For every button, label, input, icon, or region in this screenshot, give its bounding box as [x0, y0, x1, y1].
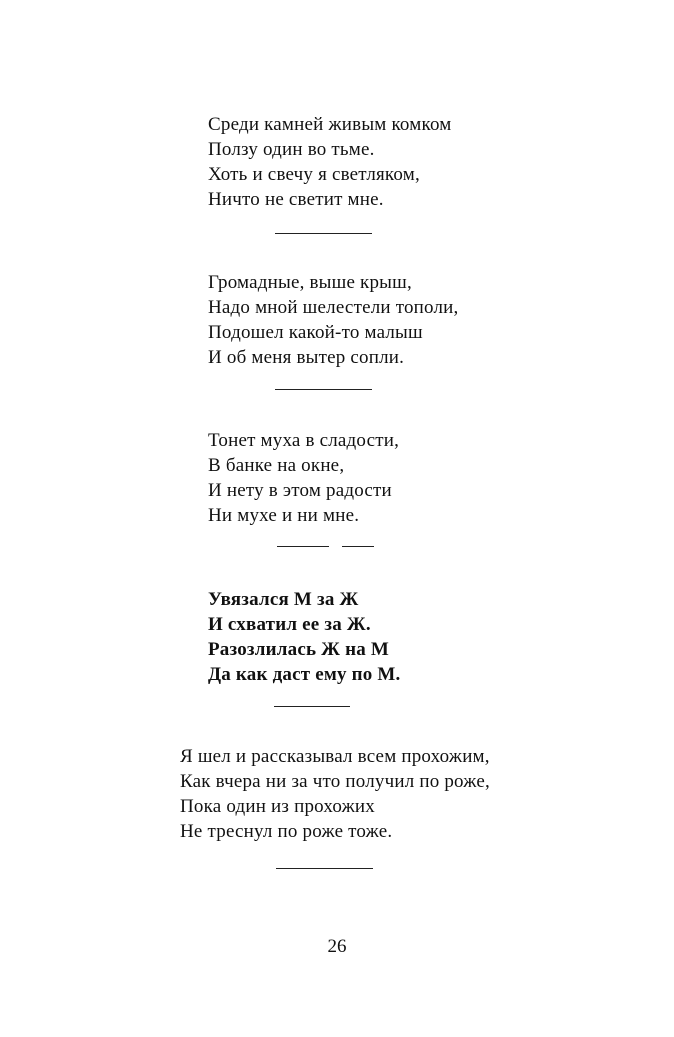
stanza-1 — [208, 112, 452, 212]
poem-line: Тонет муха в сладости, — [208, 430, 400, 451]
poem-line: И об меня вытер сопли. — [208, 347, 405, 368]
poem-line: Разозлилась Ж на М — [208, 639, 390, 660]
poem-line: Ничто не светит мне. — [208, 189, 384, 210]
section-divider — [342, 546, 374, 547]
poem-line: Хоть и свечу я светляком, — [208, 164, 420, 185]
poem-line: И схватил ее за Ж. — [208, 614, 371, 635]
section-divider — [277, 546, 329, 547]
stanza-3 — [208, 428, 399, 528]
section-divider — [274, 706, 350, 707]
stanza-2 — [208, 270, 458, 370]
poem-line: Среди камней живым комком — [208, 114, 452, 135]
poem-line: И нету в этом радости — [208, 480, 392, 501]
page-number: 26 — [327, 936, 347, 957]
poem-line: Ползу один во тьме. — [208, 139, 375, 160]
section-divider — [275, 233, 372, 234]
section-divider — [275, 389, 372, 390]
poem-line: Ни мухе и ни мне. — [208, 505, 360, 526]
poem-line: Я шел и рассказывал всем прохожим, — [180, 746, 490, 767]
poem-line: В банке на окне, — [208, 455, 345, 476]
poem-line: Подошел какой-то малыш — [208, 322, 423, 343]
poem-line: Громадные, выше крыш, — [208, 272, 412, 293]
poem-line: Да как даст ему по М. — [208, 664, 401, 685]
section-divider — [276, 868, 373, 869]
stanza-5 — [180, 744, 490, 844]
poem-line: Увязался М за Ж — [208, 589, 359, 610]
poem-line: Пока один из прохожих — [180, 796, 375, 817]
poem-line: Как вчера ни за что получил по роже, — [180, 771, 490, 792]
poem-line: Не треснул по роже тоже. — [180, 821, 393, 842]
poem-line: Надо мной шелестели тополи, — [208, 297, 459, 318]
stanza-4 — [208, 587, 401, 687]
